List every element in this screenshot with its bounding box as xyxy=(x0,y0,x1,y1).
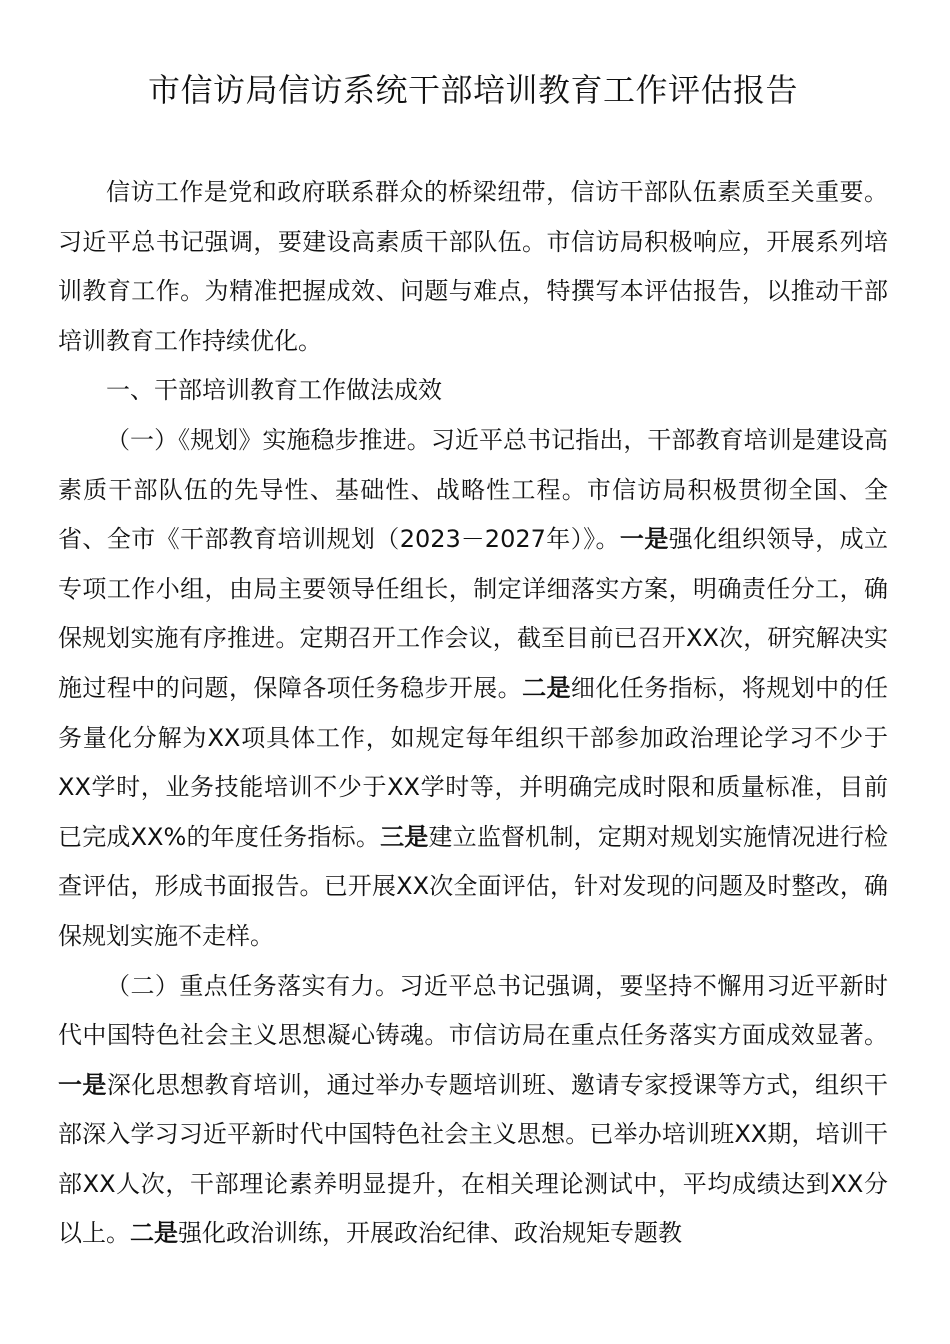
document-title: 市信访局信访系统干部培训教育工作评估报告 xyxy=(147,71,798,109)
keyword-first: 一是 xyxy=(58,1070,107,1099)
keyword-first: 一是 xyxy=(619,525,669,554)
intro-paragraph: 信访工作是党和政府联系群众的桥梁纽带，信访干部队伍素质至关重要。习近平总书记强调，要建设高素质干部队伍。市信访局积极响应，开展系列培训教育工作。为精准把握成效、问题与难点，特撰写本评估报告，以推动干部培训教育工作持续优化。 xyxy=(58,178,888,355)
subsection-1-point-3: 建立监督机制，定期对规划实施情况进行检查评估，形成书面报告。已开展XX次全面评估，针对发现的问题及时整改，确保规划实施不走样。 xyxy=(58,822,889,950)
subsection-1-paragraph xyxy=(58,416,888,962)
keyword-second: 二是 xyxy=(130,1219,178,1248)
subsection-1-point-1: 强化组织领导，成立专项工作小组，由局主要领导任组长，制定详细落实方案，明确责任分工，确保规划实施有序推进。定期召开工作会议，截至目前已召开XX次，研究解决实施过程中的问题，保障各项任务稳步开展。 xyxy=(58,525,889,702)
subsection-1-point-2: 细化任务指标，将规划中的任务量化分解为XX项具体工作，如规定每年组织干部参加政治理论学习不少于XX学时，业务技能培训不少于XX学时等，并明确完成时限和质量标准，目前已完成XX%的年度任务指标。 xyxy=(58,673,889,851)
subsection-2-point-2: 强化政治训练，开展政治纪律、政治规矩专题教 xyxy=(178,1219,682,1248)
subsection-2-point-1: 深化思想教育培训，通过举办专题培训班、邀请专家授课等方式，组织干部深入学习习近平新时代中国特色社会主义思想。已举办培训班XX期，培训干部XX人次，干部理论素养明显提升，在相关理论测试中，平均成绩达到XX分以上。 xyxy=(58,1070,889,1248)
section-1-heading: 一、干部培训教育工作做法成效 xyxy=(106,376,442,405)
keyword-third: 三是 xyxy=(380,822,429,851)
subsection-2-lead: （二）重点任务落实有力。习近平总书记强调，要坚持不懈用习近平新时代中国特色社会主义思想凝心铸魂。市信访局在重点任务落实方面成效显著。 xyxy=(58,971,888,1050)
subsection-1-lead: （一）《规划》实施稳步推进。习近平总书记指出，干部教育培训是建设高素质干部队伍的先导性、基础性、战略性工程。市信访局积极贯彻全国、全省、全市《干部教育培训规划（2023－2027年）》。 xyxy=(58,425,888,554)
keyword-second: 二是 xyxy=(522,673,571,702)
subsection-2-paragraph xyxy=(58,962,888,1260)
